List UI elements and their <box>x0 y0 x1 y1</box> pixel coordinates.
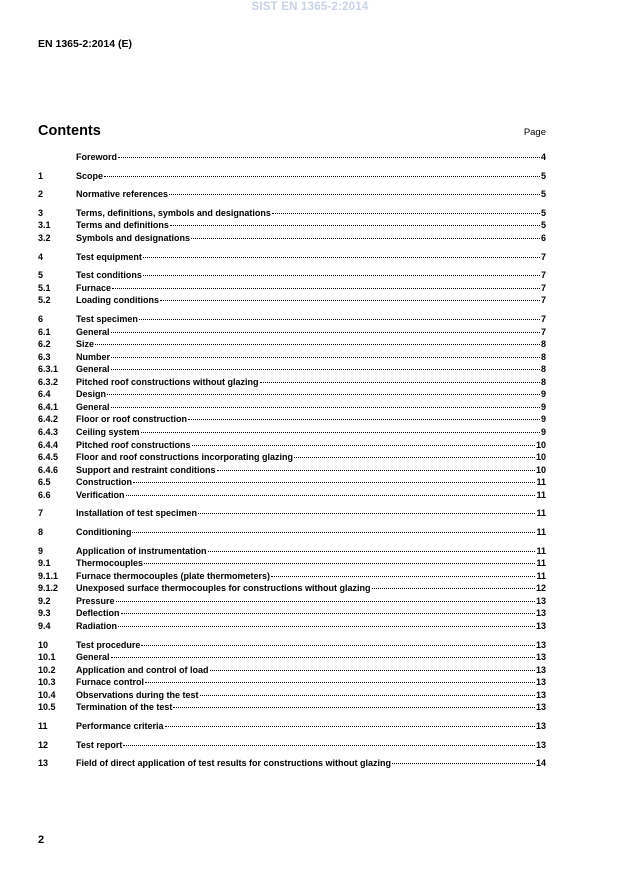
toc-entry-number: 3.2 <box>38 233 51 244</box>
toc-entry[interactable] <box>38 507 546 520</box>
toc-entry-page: 8 <box>540 376 546 387</box>
toc-entry[interactable] <box>38 545 546 558</box>
toc-entry[interactable] <box>38 664 546 677</box>
toc-entry-page: 8 <box>540 339 546 350</box>
toc-entry-page: 7 <box>540 314 546 325</box>
toc-entry-title: Furnace control <box>76 677 145 688</box>
toc-entry-page: 7 <box>540 282 546 293</box>
toc-entry-page: 10 <box>535 452 546 463</box>
toc-dot-leader <box>141 432 540 433</box>
toc-dot-leader <box>200 695 535 696</box>
toc-entry-page: 11 <box>536 489 546 500</box>
toc-entry-page: 11 <box>536 526 546 537</box>
page-number: 2 <box>38 834 45 846</box>
toc-entry-title: Foreword <box>76 152 118 162</box>
toc-dot-leader <box>144 563 535 564</box>
toc-dot-leader <box>111 407 540 408</box>
toc-entry[interactable] <box>38 701 546 714</box>
toc-entry[interactable] <box>38 207 546 220</box>
toc-entry-number: 3 <box>38 207 44 218</box>
toc-entry-number: 6.6 <box>38 489 51 500</box>
toc-entry-page: 13 <box>535 702 546 713</box>
toc-dot-leader <box>111 369 540 370</box>
toc-entry[interactable] <box>38 188 546 201</box>
toc-entry[interactable] <box>38 326 546 339</box>
toc-dot-leader <box>95 344 540 345</box>
toc-entry-number: 4 <box>38 251 44 262</box>
toc-entry[interactable] <box>38 489 546 502</box>
toc-entry[interactable] <box>38 689 546 702</box>
toc-entry-page: 11 <box>536 558 546 569</box>
toc-entry-page: 10 <box>535 439 546 450</box>
toc-entry-number: 10.1 <box>38 652 56 663</box>
toc-entry-number: 1 <box>38 170 44 181</box>
toc-entry-number: 2 <box>38 189 44 200</box>
toc-dot-leader <box>116 601 535 602</box>
toc-entry-number: 9.3 <box>38 608 51 619</box>
toc-dot-leader <box>104 176 540 177</box>
toc-entry-number: 9.2 <box>38 595 51 606</box>
toc-entry-title: Floor or roof construction <box>76 414 187 425</box>
toc-dot-leader <box>165 726 535 727</box>
toc-entry[interactable] <box>38 570 546 583</box>
toc-entry-number: 9 <box>38 545 44 556</box>
toc-entry[interactable] <box>38 232 546 245</box>
toc-dot-leader <box>160 300 540 301</box>
toc-entry[interactable] <box>38 464 546 477</box>
toc-dot-leader <box>145 682 535 683</box>
toc-entry[interactable] <box>38 351 546 364</box>
toc-entry-title: Termination of the test <box>76 702 173 713</box>
toc-entry-title: Symbols and designations <box>76 233 191 244</box>
toc-entry-number: 6 <box>38 314 44 325</box>
toc-entry-title: General <box>76 652 110 663</box>
toc-entry-page: 13 <box>535 620 546 631</box>
toc-entry-page: 11 <box>536 545 546 556</box>
toc-entry-page: 9 <box>540 389 546 400</box>
toc-entry-page: 4 <box>540 152 546 162</box>
toc-entry-page: 7 <box>540 251 546 262</box>
toc-entry-title: Number <box>76 351 111 362</box>
toc-entry[interactable] <box>38 526 546 539</box>
toc-entry-page: 13 <box>535 639 546 650</box>
toc-dot-leader <box>210 670 535 671</box>
toc-entry-page: 13 <box>535 652 546 663</box>
toc-entry[interactable] <box>38 676 546 689</box>
toc-entry-number: 5.2 <box>38 295 51 306</box>
toc-dot-leader <box>111 657 535 658</box>
toc-entry[interactable] <box>38 620 546 633</box>
toc-entry-number: 7 <box>38 508 44 519</box>
toc-entry-number: 6.4 <box>38 389 51 400</box>
toc-entry-title: Test conditions <box>76 270 142 281</box>
toc-entry-page: 8 <box>540 351 546 362</box>
toc-dot-leader <box>173 707 535 708</box>
toc-entry-title: Size <box>76 339 95 350</box>
toc-entry-title: Furnace thermocouples (plate thermometers) <box>76 570 271 581</box>
toc-dot-leader <box>392 763 535 764</box>
toc-dot-leader <box>107 394 540 395</box>
toc-entry-title: Pitched roof constructions without glazing <box>76 376 259 387</box>
toc-entry-number: 6.2 <box>38 339 51 350</box>
toc-entry-number: 8 <box>38 526 44 537</box>
table-of-contents <box>38 151 546 770</box>
toc-entry[interactable] <box>38 313 546 326</box>
toc-dot-leader <box>118 157 540 158</box>
toc-dot-leader <box>188 419 540 420</box>
toc-entry[interactable] <box>38 451 546 464</box>
toc-entry-number: 10.2 <box>38 664 56 675</box>
toc-entry[interactable] <box>38 720 546 733</box>
toc-entry-page: 5 <box>540 220 546 231</box>
toc-entry-page: 13 <box>535 595 546 606</box>
toc-entry-title: Design <box>76 389 107 400</box>
toc-entry-number: 6.4.3 <box>38 426 59 437</box>
toc-dot-leader <box>141 645 535 646</box>
toc-entry-title: Terms, definitions, symbols and designations <box>76 207 271 218</box>
toc-entry-number: 9.1 <box>38 558 51 569</box>
toc-entry[interactable] <box>38 219 546 232</box>
toc-dot-leader <box>272 213 540 214</box>
toc-dot-leader <box>133 482 535 483</box>
toc-entry[interactable] <box>38 151 546 164</box>
toc-dot-leader <box>169 194 540 195</box>
toc-entry-number: 6.3.2 <box>38 376 59 387</box>
toc-entry-title: Application of instrumentation <box>76 545 207 556</box>
toc-entry-title: Performance criteria <box>76 720 164 731</box>
toc-entry-number: 9.4 <box>38 620 51 631</box>
toc-entry-title: Observations during the test <box>76 689 199 700</box>
toc-entry-number: 11 <box>38 720 48 731</box>
toc-entry[interactable] <box>38 476 546 489</box>
toc-entry-title: Terms and definitions <box>76 220 169 231</box>
toc-entry[interactable] <box>38 582 546 595</box>
toc-entry[interactable] <box>38 269 546 282</box>
toc-entry-title: Floor and roof constructions incorporating glazing <box>76 452 293 463</box>
toc-entry[interactable] <box>38 338 546 351</box>
toc-entry[interactable] <box>38 557 546 570</box>
toc-entry[interactable] <box>38 639 546 652</box>
toc-entry-page: 9 <box>540 426 546 437</box>
toc-dot-leader <box>139 319 540 320</box>
toc-entry-title: General <box>76 401 110 412</box>
toc-entry[interactable] <box>38 294 546 307</box>
contents-title: Contents <box>38 123 101 139</box>
toc-entry-page: 5 <box>540 207 546 218</box>
toc-entry-title: Test report <box>76 739 123 750</box>
toc-entry-title: Furnace <box>76 282 112 293</box>
toc-entry-page: 9 <box>540 401 546 412</box>
toc-entry-number: 6.1 <box>38 326 51 337</box>
toc-dot-leader <box>112 288 540 289</box>
toc-entry-page: 7 <box>540 270 546 281</box>
toc-dot-leader <box>123 745 535 746</box>
toc-dot-leader <box>121 613 535 614</box>
toc-entry-number: 6.4.2 <box>38 414 59 425</box>
toc-dot-leader <box>143 257 540 258</box>
toc-entry[interactable] <box>38 607 546 620</box>
toc-entry-number: 6.4.6 <box>38 464 59 475</box>
toc-entry-number: 5 <box>38 270 44 281</box>
toc-entry-title: General <box>76 364 110 375</box>
toc-dot-leader <box>198 513 535 514</box>
toc-entry-page: 14 <box>535 758 546 769</box>
toc-entry[interactable] <box>38 426 546 439</box>
toc-entry-title: Construction <box>76 477 132 488</box>
toc-entry-number: 6.4.4 <box>38 439 59 450</box>
toc-entry-page: 11 <box>536 570 546 581</box>
toc-entry-number: 5.1 <box>38 282 51 293</box>
watermark: SIST EN 1365-2:2014 <box>251 1 369 13</box>
toc-entry-page: 13 <box>535 608 546 619</box>
toc-entry[interactable] <box>38 651 546 664</box>
toc-entry[interactable] <box>38 376 546 389</box>
toc-entry-title: Pitched roof constructions <box>76 439 191 450</box>
toc-entry-title: Deflection <box>76 608 120 619</box>
toc-entry[interactable] <box>38 282 546 295</box>
toc-dot-leader <box>170 225 540 226</box>
toc-dot-leader <box>372 588 535 589</box>
toc-dot-leader <box>271 576 535 577</box>
toc-entry-title: Application and control of load <box>76 664 209 675</box>
toc-entry[interactable] <box>38 595 546 608</box>
toc-entry-title: Unexposed surface thermocouples for constructions without glazing <box>76 583 371 594</box>
toc-entry-page: 7 <box>540 295 546 306</box>
toc-entry-page: 8 <box>540 364 546 375</box>
toc-dot-leader <box>294 457 535 458</box>
toc-entry-title: General <box>76 326 110 337</box>
toc-entry-page: 13 <box>535 677 546 688</box>
toc-entry-page: 11 <box>536 477 546 488</box>
toc-entry-number: 3.1 <box>38 220 51 231</box>
toc-entry-number: 9.1.2 <box>38 583 59 594</box>
toc-dot-leader <box>191 238 540 239</box>
toc-dot-leader <box>208 551 536 552</box>
toc-entry-number: 13 <box>38 758 49 769</box>
toc-entry-title: Thermocouples <box>76 558 144 569</box>
toc-entry-title: Test specimen <box>76 314 138 325</box>
toc-entry-page: 13 <box>535 664 546 675</box>
toc-entry-page: 12 <box>535 583 546 594</box>
toc-entry-title: Field of direct application of test results for constructions without glazing <box>76 758 392 769</box>
toc-dot-leader <box>118 626 535 627</box>
toc-entry-number: 10 <box>38 639 49 650</box>
toc-entry-title: Ceiling system <box>76 426 140 437</box>
toc-entry-number: 6.4.5 <box>38 452 59 463</box>
toc-entry-page: 13 <box>535 689 546 700</box>
toc-dot-leader <box>217 470 535 471</box>
toc-entry-number: 6.4.1 <box>38 401 59 412</box>
toc-entry-number: 10.5 <box>38 702 56 713</box>
toc-entry[interactable] <box>38 757 546 770</box>
toc-entry[interactable] <box>38 388 546 401</box>
toc-dot-leader <box>132 532 535 533</box>
toc-entry-page: 6 <box>540 233 546 244</box>
toc-dot-leader <box>111 357 540 358</box>
toc-entry[interactable] <box>38 363 546 376</box>
toc-dot-leader <box>111 332 540 333</box>
toc-entry-title: Loading conditions <box>76 295 159 306</box>
toc-entry[interactable] <box>38 251 546 264</box>
toc-entry-number: 6.3 <box>38 351 51 362</box>
toc-entry-page: 7 <box>540 326 546 337</box>
toc-entry-page: 10 <box>535 464 546 475</box>
toc-entry-title: Pressure <box>76 595 115 606</box>
toc-entry-number: 10.4 <box>38 689 56 700</box>
toc-entry[interactable] <box>38 401 546 414</box>
toc-entry[interactable] <box>38 439 546 452</box>
toc-entry-title: Normative references <box>76 189 169 200</box>
toc-entry[interactable] <box>38 170 546 183</box>
toc-dot-leader <box>143 275 540 276</box>
toc-entry-title: Radiation <box>76 620 118 631</box>
toc-entry-number: 9.1.1 <box>38 570 59 581</box>
toc-entry-title: Support and restraint conditions <box>76 464 216 475</box>
toc-entry-title: Installation of test specimen <box>76 508 198 519</box>
toc-dot-leader <box>126 495 536 496</box>
toc-entry-title: Scope <box>76 170 104 181</box>
toc-entry-title: Conditioning <box>76 526 132 537</box>
toc-dot-leader <box>260 382 540 383</box>
page-column-label: Page <box>523 127 546 138</box>
toc-entry[interactable] <box>38 413 546 426</box>
toc-entry-number: 6.3.1 <box>38 364 59 375</box>
toc-entry-number: 10.3 <box>38 677 56 688</box>
toc-entry-page: 13 <box>535 739 546 750</box>
toc-entry-title: Verification <box>76 489 125 500</box>
toc-dot-leader <box>192 445 535 446</box>
toc-entry-page: 13 <box>535 720 546 731</box>
toc-entry-page: 11 <box>536 508 546 519</box>
toc-entry-number: 6.5 <box>38 477 51 488</box>
toc-entry-number: 12 <box>38 739 49 750</box>
toc-entry-title: Test equipment <box>76 251 142 262</box>
toc-entry[interactable] <box>38 739 546 752</box>
toc-entry-page: 9 <box>540 414 546 425</box>
toc-entry-page: 5 <box>540 170 546 181</box>
document-header: EN 1365-2:2014 (E) <box>38 38 132 50</box>
toc-entry-page: 5 <box>540 189 546 200</box>
toc-entry-title: Test procedure <box>76 639 141 650</box>
